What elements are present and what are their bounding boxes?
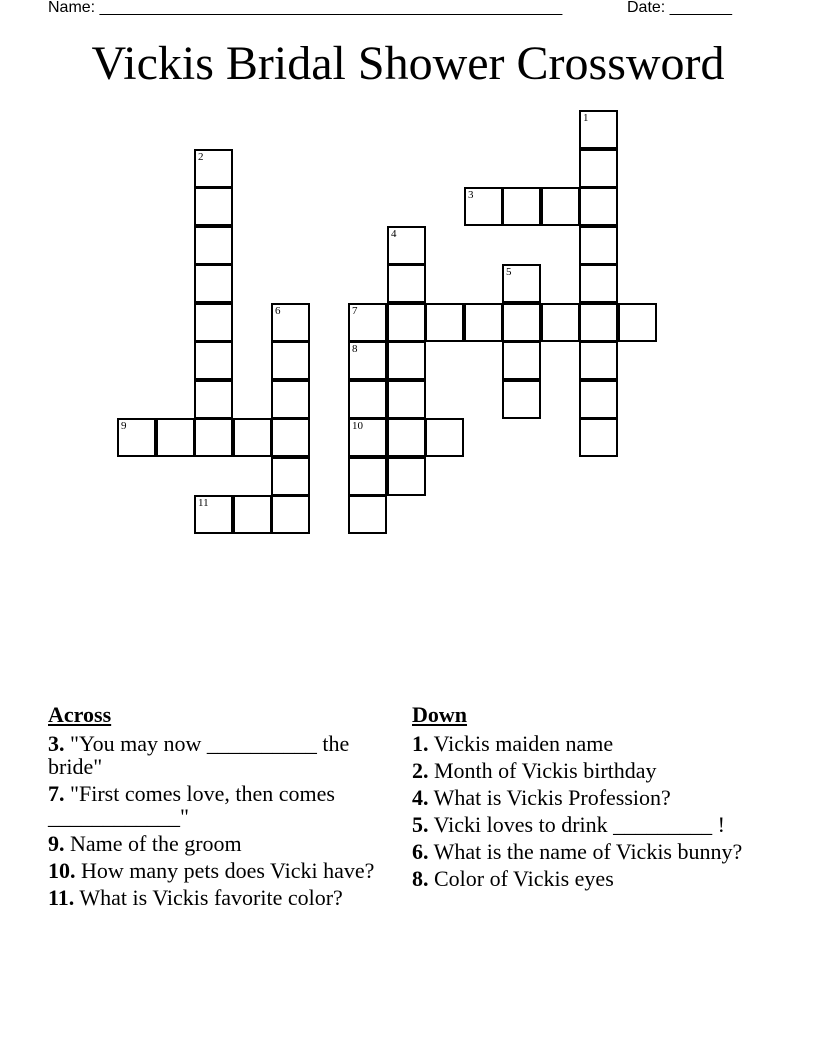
clue-across-7 xyxy=(48,782,383,828)
date-line: Date: _______ xyxy=(627,0,732,16)
grid-cell[interactable] xyxy=(271,303,310,342)
grid-cell[interactable] xyxy=(579,187,618,226)
clue-down-8 xyxy=(412,867,757,890)
grid-cell[interactable] xyxy=(271,457,310,496)
clue-number-label: 4 xyxy=(391,228,397,240)
clue-down-6 xyxy=(412,840,757,863)
grid-cell[interactable] xyxy=(464,187,503,226)
grid-cell[interactable] xyxy=(233,495,272,534)
clue-number: 7. xyxy=(48,781,65,806)
grid-cell[interactable] xyxy=(387,418,426,457)
down-heading: Down xyxy=(412,702,468,727)
clue-text: Vickis maiden name xyxy=(433,731,614,756)
clue-text: Name of the groom xyxy=(70,831,242,856)
grid-cell[interactable] xyxy=(579,418,618,457)
grid-cell[interactable] xyxy=(425,303,464,342)
clue-text: "You may now __________ the bride" xyxy=(48,731,350,779)
clue-number-label: 9 xyxy=(121,420,127,432)
clue-number-label: 6 xyxy=(275,305,281,317)
clue-number-label: 7 xyxy=(352,305,358,317)
grid-cell[interactable] xyxy=(156,418,195,457)
clue-number: 3. xyxy=(48,731,65,756)
grid-cell[interactable] xyxy=(464,303,503,342)
grid-cell[interactable] xyxy=(194,303,233,342)
grid-cell[interactable] xyxy=(348,303,387,342)
grid-cell[interactable] xyxy=(579,341,618,380)
grid-cell[interactable] xyxy=(194,187,233,226)
grid-cell[interactable] xyxy=(348,380,387,419)
clue-text: What is Vickis Profession? xyxy=(433,785,671,810)
clue-number-label: 5 xyxy=(506,266,512,278)
grid-cell[interactable] xyxy=(425,418,464,457)
grid-cell[interactable] xyxy=(233,418,272,457)
clue-number-label: 8 xyxy=(352,343,358,355)
clue-across-11 xyxy=(48,886,383,909)
grid-cell[interactable] xyxy=(348,418,387,457)
grid-cell[interactable] xyxy=(348,495,387,534)
grid-cell[interactable] xyxy=(387,380,426,419)
clue-number: 9. xyxy=(48,831,65,856)
clue-text: "First comes love, then comes ____________" xyxy=(48,781,335,829)
clue-number: 6. xyxy=(412,839,429,864)
page-title: Vickis Bridal Shower Crossword xyxy=(91,37,725,90)
grid-cell[interactable] xyxy=(579,303,618,342)
name-line: Name: ____________________________________________________ xyxy=(48,0,563,16)
across-heading: Across xyxy=(48,702,112,727)
clue-number: 4. xyxy=(412,785,429,810)
grid-cell[interactable] xyxy=(579,380,618,419)
across-clues xyxy=(48,702,383,913)
grid-cell[interactable] xyxy=(387,341,426,380)
clue-across-9 xyxy=(48,832,383,855)
grid-cell[interactable] xyxy=(117,418,156,457)
grid-cell[interactable] xyxy=(194,264,233,303)
clue-number: 10. xyxy=(48,858,76,883)
grid-cell[interactable] xyxy=(194,418,233,457)
clue-number: 5. xyxy=(412,812,429,837)
grid-cell[interactable] xyxy=(194,495,233,534)
clue-text: How many pets does Vicki have? xyxy=(81,858,375,883)
clue-text: What is the name of Vickis bunny? xyxy=(433,839,743,864)
grid-cell[interactable] xyxy=(618,303,657,342)
clue-number: 11. xyxy=(48,885,75,910)
clue-number: 8. xyxy=(412,866,429,891)
clue-text: Color of Vickis eyes xyxy=(434,866,614,891)
clue-text: Month of Vickis birthday xyxy=(434,758,657,783)
clue-down-5 xyxy=(412,813,757,836)
grid-cell[interactable] xyxy=(502,303,541,342)
grid-cell[interactable] xyxy=(579,226,618,265)
grid-cell[interactable] xyxy=(579,110,618,149)
clue-number: 1. xyxy=(412,731,429,756)
grid-cell[interactable] xyxy=(271,495,310,534)
grid-cell[interactable] xyxy=(194,380,233,419)
grid-cell[interactable] xyxy=(387,226,426,265)
clue-number-label: 10 xyxy=(352,420,363,432)
grid-cell[interactable] xyxy=(387,303,426,342)
clue-number-label: 3 xyxy=(468,189,474,201)
grid-cell[interactable] xyxy=(271,418,310,457)
grid-cell[interactable] xyxy=(502,380,541,419)
clue-down-2 xyxy=(412,759,757,782)
clue-across-3 xyxy=(48,732,383,778)
grid-cell[interactable] xyxy=(194,149,233,188)
clue-number-label: 2 xyxy=(198,151,204,163)
grid-cell[interactable] xyxy=(502,187,541,226)
grid-cell[interactable] xyxy=(502,341,541,380)
clue-number: 2. xyxy=(412,758,429,783)
grid-cell[interactable] xyxy=(387,457,426,496)
clue-number-label: 11 xyxy=(198,497,209,509)
grid-cell[interactable] xyxy=(194,226,233,265)
grid-cell[interactable] xyxy=(541,187,580,226)
grid-cell[interactable] xyxy=(579,149,618,188)
grid-cell[interactable] xyxy=(271,341,310,380)
down-clues xyxy=(412,702,757,894)
grid-cell[interactable] xyxy=(194,341,233,380)
grid-cell[interactable] xyxy=(579,264,618,303)
grid-cell[interactable] xyxy=(502,264,541,303)
grid-cell[interactable] xyxy=(387,264,426,303)
clue-text: What is Vickis favorite color? xyxy=(79,885,343,910)
grid-cell[interactable] xyxy=(271,380,310,419)
grid-cell[interactable] xyxy=(541,303,580,342)
grid-cell[interactable] xyxy=(348,457,387,496)
clue-text: Vicki loves to drink _________ ! xyxy=(433,812,725,837)
clue-down-1 xyxy=(412,732,757,755)
grid-cell[interactable] xyxy=(348,341,387,380)
clue-across-10 xyxy=(48,859,383,882)
clue-down-4 xyxy=(412,786,757,809)
clue-number-label: 1 xyxy=(583,112,589,124)
